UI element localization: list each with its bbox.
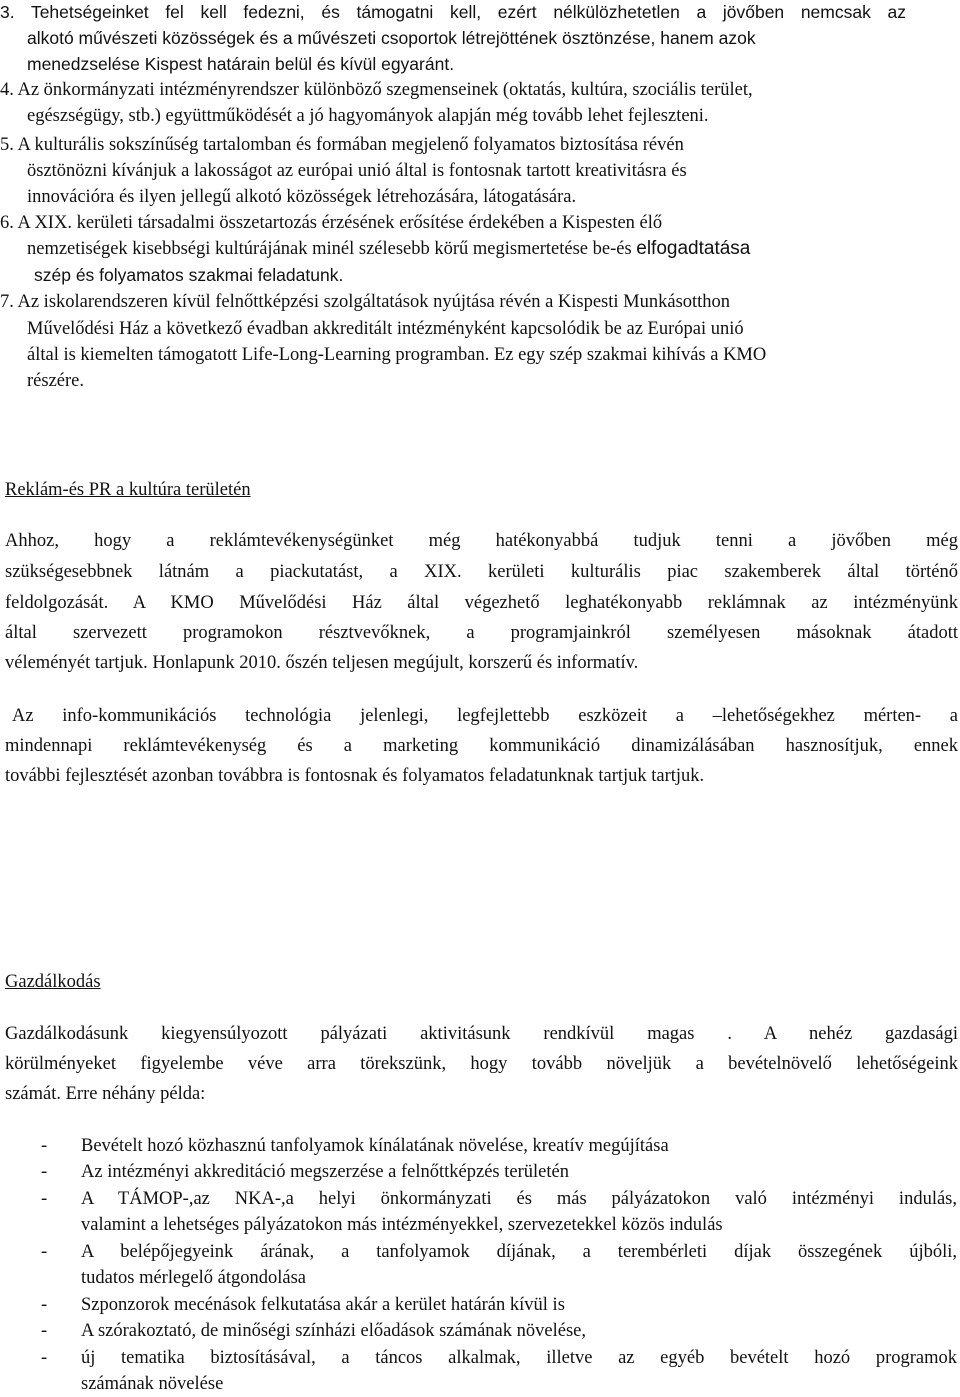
bullet-marker: - (41, 1348, 48, 1368)
bullet-6-line-1: A szórakoztató, de minőségi színházi előadások számának növelése, (81, 1321, 586, 1341)
list-item-5-line-3: innovációra és ilyen jellegű alkotó közösségek létrehozására, látogatására. (27, 187, 577, 207)
section-heading-pr: Reklám-és PR a kultúra területén (5, 480, 251, 500)
bullet-2-line-1: Az intézményi akkreditáció megszerzése a felnőttképzés területén (81, 1162, 569, 1182)
bullet-7-line-1: új tematika biztosításával, a táncos alkalmak, illetve az egyéb bevételt hozó programok (81, 1348, 957, 1368)
pr-para1-line-2: szükségesebbnek látnám a piackutatást, a XIX. kerületi kulturális piac szakemberek által történő (5, 562, 958, 582)
pr-para1-line-5: véleményét tartjuk. Honlapunk 2010. őszén teljesen megújult, korszerű és informatív. (5, 653, 639, 673)
pr-para1-line-1: Ahhoz, hogy a reklámtevékenységünket még hatékonyabbá tudjuk tenni a jövőben még (5, 531, 958, 551)
bullet-marker: - (41, 1321, 48, 1341)
bullet-4-line-1: A belépőjegyeink árának, a tanfolyamok díjának, a terembérleti díjak összegének újbóli, (81, 1242, 957, 1262)
list-item-6-line-1: 6. A XIX. kerületi társadalmi összetartozás érzésének erősítése érdekében a Kispesten élő (0, 213, 663, 233)
bullet-marker: - (41, 1242, 48, 1262)
list-item-4-line-1: 4. Az önkormányzati intézményrendszer különböző szegmenseinek (oktatás, kultúra, szociális terület, (0, 80, 753, 100)
list-item-5-line-2: ösztönözni kívánjuk a lakosságot az európai unió által is fontosnak tartott kreativitásra és (27, 161, 687, 181)
list-item-6-line-3: szép és folyamatos szakmai feladatunk. (34, 265, 344, 285)
pr-para1-line-3: feldolgozását. A KMO Művelődési Ház által végezhető leghatékonyabb reklámnak az intézményünk (5, 593, 958, 613)
bullet-7-line-2: számának növelése (81, 1374, 224, 1394)
list-item-3-line-1: 3. Tehetségeinket fel kell fedezni, és támogatni kell, ezért nélkülözhetetlen a jövőben nemcsak az (0, 2, 906, 22)
list-item-6-line-2-tail: elfogadtatása (636, 238, 751, 259)
bullet-marker: - (41, 1162, 48, 1182)
list-item-6-line-2 (27, 238, 750, 260)
pr-para2-line-3: további fejlesztését azonban továbbra is fontosnak és folyamatos feladatunknak tartjuk tartjuk. (5, 766, 705, 786)
list-item-3-line-2: alkotó művészeti közösségek és a művészeti csoportok létrejöttének ösztönzése, hanem azok (27, 28, 756, 48)
list-item-7-line-1: 7. Az iskolarendszeren kívül felnőttképzési szolgáltatások nyújtása révén a Kispesti Munkásotthon (0, 292, 731, 312)
gazd-para-line-2: körülményeket figyelembe véve arra törekszünk, hogy tovább növeljük a bevételnövelő lehetőségeink (5, 1054, 958, 1074)
list-item-6-line-2-text: nemzetiségek kisebbségi kultúrájának minél szélesebb körű megismertetése be-és (27, 239, 637, 259)
list-item-7-line-2: Művelődési Ház a következő évadban akkreditált intézményként kapcsolódik be az Európai unió (27, 319, 744, 339)
gazd-para-line-1: Gazdálkodásunk kiegyensúlyozott pályázati aktivitásunk rendkívül magas . A nehéz gazdasági (5, 1024, 958, 1044)
bullet-3-line-1: A TÁMOP-,az NKA-,a helyi önkormányzati és más pályázatokon való intézményi indulás, (81, 1189, 957, 1209)
bullet-marker: - (41, 1189, 48, 1209)
section-heading-gazdalkodas: Gazdálkodás (5, 972, 101, 992)
gazd-para-line-3: számát. Erre néhány példa: (5, 1084, 206, 1104)
bullet-1-line-1: Bevételt hozó közhasznú tanfolyamok kínálatának növelése, kreatív megújítása (81, 1136, 669, 1156)
bullet-marker: - (41, 1295, 48, 1315)
list-item-3-line-3: menedzselése Kispest határain belül és kívül egyaránt. (27, 54, 455, 74)
bullet-5-line-1: Szponzorok mecénások felkutatása akár a kerület határán kívül is (81, 1295, 565, 1315)
pr-para2-line-2: mindennapi reklámtevékenység és a marketing kommunikáció dinamizálásában hasznosítjuk, ennek (5, 736, 958, 756)
bullet-3-line-2: valamint a lehetséges pályázatokon más intézményekkel, szervezetekkel közös indulás (81, 1215, 723, 1235)
bullet-marker: - (41, 1136, 48, 1156)
pr-para2-line-1: Az info-kommunikációs technológia jelenlegi, legfejlettebb eszközeit a –lehetőségekhez mérten- a (12, 706, 958, 726)
list-item-4-line-2: egészségügy, stb.) együttműködését a jó hagyományok alapján még tovább lehet fejleszteni. (27, 106, 709, 126)
pr-para1-line-4: által szervezett programokon résztvevőknek, a programjainkról személyesen másoknak átadott (5, 623, 958, 643)
list-item-5-line-1: 5. A kulturális sokszínűség tartalomban és formában megjelenő folyamatos biztosítása révén (0, 135, 684, 155)
list-item-7-line-4: részére. (27, 371, 84, 391)
bullet-4-line-2: tudatos mérlegelő átgondolása (81, 1268, 307, 1288)
list-item-7-line-3: által is kiemelten támogatott Life-Long-Learning programban. Ez egy szép szakmai kihívás a KMO (27, 345, 767, 365)
